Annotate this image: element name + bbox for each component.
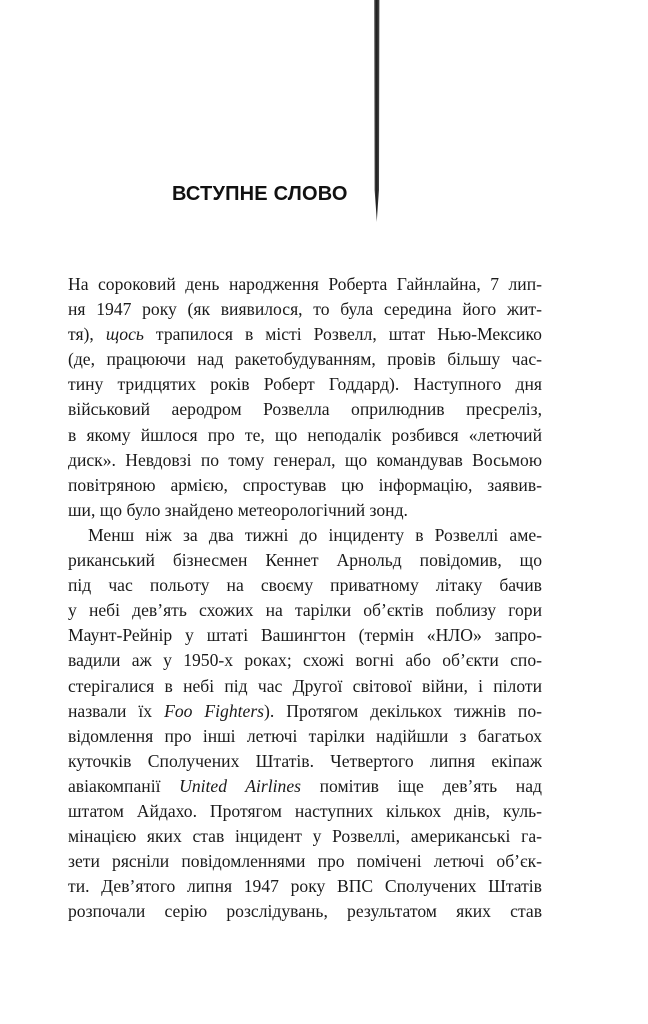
text-segment: ти. Дев’ятого липня 1947 року ВПС Сполучених Штатів	[68, 876, 542, 897]
text-segment: На сороковий день народження Роберта Гайнлайна, 7 лип-	[68, 274, 542, 294]
text-line	[68, 774, 542, 799]
text-segment: куточків Сполучених Штатів. Четвертого липня екіпаж	[68, 750, 542, 771]
text-segment: Менш ніж за два тижні до інциденту в Розвеллі аме-	[88, 524, 542, 545]
text-line	[68, 423, 542, 448]
italic-text: United Airlines	[179, 775, 302, 796]
text-segment: тину тридцятих років Роберт Годдард). Наступного дня	[68, 374, 542, 395]
text-segment: диск». Невдовзі по тому генерал, що командував Восьмою	[68, 449, 542, 470]
text-segment: помітив іще дев’ять над	[301, 775, 542, 796]
text-line	[68, 749, 542, 774]
text-line	[68, 498, 542, 523]
text-segment: штатом Айдахо. Протягом наступних кількох днів, куль-	[68, 800, 542, 821]
text-line	[68, 347, 542, 372]
text-line	[68, 598, 542, 623]
text-segment: відомлення про інші летючі тарілки надійшли з багатьох	[68, 725, 542, 746]
text-line	[68, 297, 542, 322]
text-segment: ши, що було знайдено метеорологічний зонд.	[68, 499, 408, 520]
text-line	[68, 674, 542, 699]
text-segment: тя),	[68, 324, 106, 345]
chapter-title: ВСТУПНЕ СЛОВО	[172, 183, 348, 205]
text-line	[68, 448, 542, 473]
text-segment: повітряною армією, спростував цю інформацію, заявив-	[68, 474, 542, 495]
text-segment: в якому йшлося про те, що неподалік розбився «летючий	[68, 424, 542, 445]
text-line	[68, 523, 542, 548]
text-line	[68, 849, 542, 874]
text-segment: вадили аж у 1950-х роках; схожі вогні або об’єкти спо-	[68, 650, 542, 671]
text-segment: мінацією яких став інцидент у Розвеллі, американські га-	[68, 826, 542, 847]
needle-shape	[374, 0, 379, 222]
text-segment: ). Протягом декількох тижнів по-	[264, 700, 542, 721]
text-line	[68, 899, 542, 924]
text-line	[68, 874, 542, 899]
text-line	[68, 799, 542, 824]
text-segment: Маунт-Рейнір у штаті Вашингтон (термін «НЛО» запро-	[68, 625, 542, 646]
text-line	[68, 548, 542, 573]
text-segment: (де, працюючи над ракетобудуванням, провів більшу час-	[68, 349, 542, 370]
text-segment: ня 1947 року (як виявилося, то була середина його жит-	[68, 299, 542, 320]
text-segment: стерігалися в небі під час Другої світової війни, і пілоти	[68, 675, 542, 696]
text-segment: у небі дев’ять схожих на тарілки об’єктів поблизу гори	[68, 600, 542, 621]
italic-text: щось	[105, 324, 144, 345]
text-segment: назвали їх	[68, 700, 165, 721]
body-text	[68, 272, 542, 924]
text-segment: розпочали серію розслідувань, результатом яких став	[68, 901, 542, 922]
text-line	[68, 648, 542, 673]
text-segment: військовий аеродром Розвелла оприлюднив пресреліз,	[68, 399, 542, 420]
text-line	[68, 272, 542, 297]
text-line	[68, 322, 542, 347]
text-line	[68, 699, 542, 724]
text-segment: трапилося в місті Розвелл, штат Нью-Мексико	[143, 324, 542, 345]
text-line	[68, 397, 542, 422]
text-line	[68, 372, 542, 397]
italic-text: Foo Fighters	[164, 700, 265, 721]
text-line	[68, 623, 542, 648]
text-segment: під час польоту на своєму приватному літаку бачив	[68, 575, 542, 596]
text-segment: зети рясніли повідомленнями про помічені летючі об’єк-	[68, 851, 542, 872]
text-segment: авіакомпанії	[68, 775, 180, 796]
needle-decoration	[373, 0, 381, 222]
text-line	[68, 573, 542, 598]
text-line	[68, 824, 542, 849]
text-line	[68, 724, 542, 749]
text-segment: риканський бізнесмен Кеннет Арнольд повідомив, що	[68, 550, 542, 571]
text-line	[68, 473, 542, 498]
